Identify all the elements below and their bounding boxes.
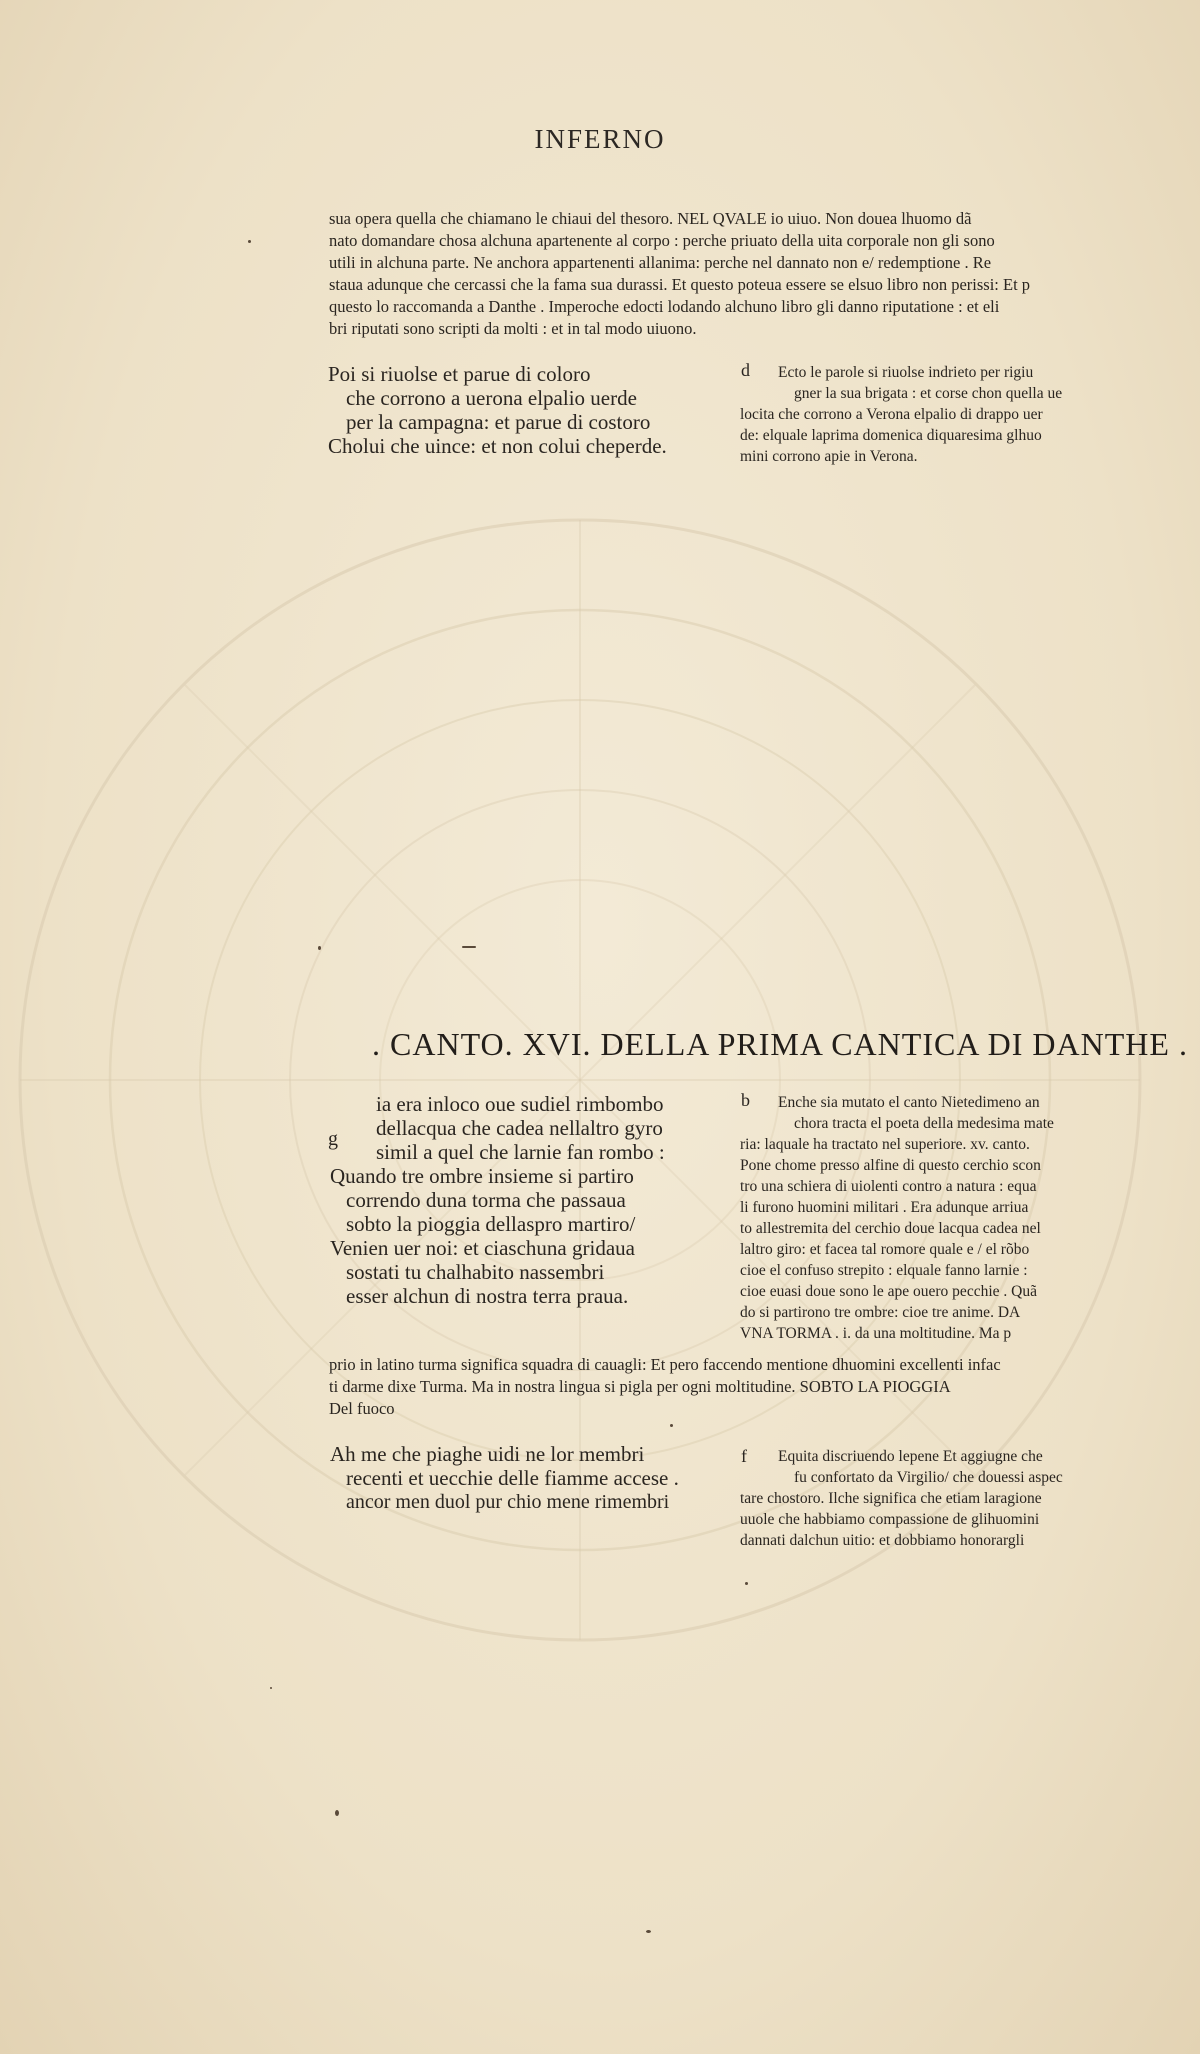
note-line: dannati dalchun uitio: et dobbiamo honorargli (740, 1532, 1025, 1549)
verse-line: Ah me che piaghe uidi ne lor membri (330, 1442, 645, 1466)
verse-line: correndo duna torma che passaua (346, 1188, 626, 1212)
note-line: tro una schiera di uiolenti contro a natura : equa (740, 1178, 1037, 1195)
note-line: cioe el confuso strepito : elquale fanno larnie : (740, 1262, 1028, 1279)
verse-line: sostati tu chalhabito nassembri (346, 1260, 605, 1284)
note-line: de: elquale laprima domenica diquaresima glhuo (740, 427, 1042, 444)
page-header: INFERNO (534, 124, 666, 154)
verse-line: Cholui che uince: et non colui cheperde. (328, 434, 667, 458)
note-line: gner la sua brigata : et corse chon quella ue (794, 385, 1063, 402)
verse-block-3 (330, 1442, 679, 1514)
note-line: chora tracta el poeta della medesima mate (794, 1115, 1054, 1132)
commentary-line: utili in alchuna parte. Ne anchora appartenenti allanima: perche nel dannato non e/ redemptione . Re (329, 253, 992, 272)
commentary-line: sua opera quella che chiamano le chiaui del thesoro. NEL QVALE io uiuo. Non douea lhuomo dã (329, 209, 972, 228)
note-line: laltro giro: et facea tal romore quale e / el rõbo (740, 1241, 1030, 1258)
note-block-3 (740, 1446, 1063, 1551)
verse-line: Poi si riuolse et parue di coloro (328, 362, 591, 386)
commentary-line: nato domandare chosa alchuna apartenente al corpo : perche priuato della uita corporale non gli sono (329, 231, 995, 250)
verse-block-1 (328, 362, 667, 458)
verse-line: Venien uer noi: et ciaschuna gridaua (330, 1236, 635, 1260)
commentary-line: questo lo raccomanda a Danthe . Imperoche edocti lodando alchuno libro gli danno riputatione : et eli (329, 297, 1000, 316)
note-line: Enche sia mutato el canto Nietedimeno an (778, 1094, 1040, 1111)
note-marker: b (741, 1090, 750, 1110)
drop-initial: g (328, 1128, 338, 1150)
commentary-line: ti darme dixe Turma. Ma in nostra lingua si pigla per ogni moltitudine. SOBTO LA PIOGGIA (329, 1377, 951, 1396)
top-commentary (329, 208, 1119, 340)
verse-line: che corrono a uerona elpalio uerde (346, 386, 637, 410)
note-line: fu confortato da Virgilio/ che douessi aspec (794, 1469, 1063, 1486)
verse-line: per la campagna: et parue di costoro (346, 410, 651, 434)
full-width-commentary (329, 1354, 1001, 1420)
note-line: Pone chome presso alfine di questo cerchio scon (740, 1157, 1041, 1174)
commentary-line: staua adunque che cercassi che la fama sua durassi. Et questo poteua essere se elsuo libro non perissi: Et p (329, 275, 1031, 294)
note-line: mini corrono apie in Verona. (740, 448, 918, 465)
note-line: to allestremita del cerchio doue lacqua cadea nel (740, 1220, 1041, 1237)
verse-line: ancor men duol pur chio mene rimembri (346, 1491, 670, 1513)
verse-line: ia era inloco oue sudiel rimbombo (376, 1092, 664, 1116)
note-marker: d (741, 360, 750, 380)
verse-line: recenti et uecchie delle fiamme accese . (346, 1466, 679, 1490)
commentary-line: prio in latino turma significa squadra di cauagli: Et pero faccendo mentione dhuomini excellenti infac (329, 1355, 1001, 1374)
note-block-2 (740, 1092, 1054, 1344)
verse-line: esser alchun di nostra terra praua. (346, 1284, 629, 1308)
note-marker: f (741, 1446, 747, 1466)
note-block-1 (740, 362, 1063, 467)
note-line: ria: laquale ha tractato nel superiore. xv. canto. (740, 1136, 1030, 1153)
commentary-line: bri riputati sono scripti da molti : et in tal modo uiuono. (329, 319, 697, 338)
note-line: Equita discriuendo lepene Et aggiugne che (778, 1448, 1043, 1465)
commentary-line: Del fuoco (329, 1399, 395, 1418)
note-line: VNA TORMA . i. da una moltitudine. Ma p (740, 1325, 1012, 1342)
verse-line: simil a quel che larnie fan rombo : (376, 1140, 665, 1164)
note-line: uuole che habbiamo compassione de glihuomini (740, 1511, 1040, 1528)
note-line: tare chostoro. Ilche significa che etiam laragione (740, 1490, 1042, 1507)
verse-line: sobto la pioggia dellaspro martiro/ (346, 1212, 636, 1236)
note-line: do si partirono tre ombre: cioe tre anime. DA (740, 1304, 1021, 1321)
note-line: cioe euasi doue sono le ape ouero pecchie . Quã (740, 1283, 1037, 1300)
note-line: li furono huomini militari . Era adunque arriua (740, 1199, 1029, 1216)
note-line: Ecto le parole si riuolse indrieto per rigiu (778, 364, 1034, 381)
verse-line: Quando tre ombre insieme si partiro (330, 1164, 634, 1188)
canto-title: . CANTO. XVI. DELLA PRIMA CANTICA DI DANTHE . (372, 1026, 1188, 1062)
verse-block-2 (330, 1092, 665, 1308)
verse-line: dellacqua che cadea nellaltro gyro (376, 1116, 663, 1140)
note-line: locita che corrono a Verona elpalio di drappo uer (740, 406, 1043, 423)
